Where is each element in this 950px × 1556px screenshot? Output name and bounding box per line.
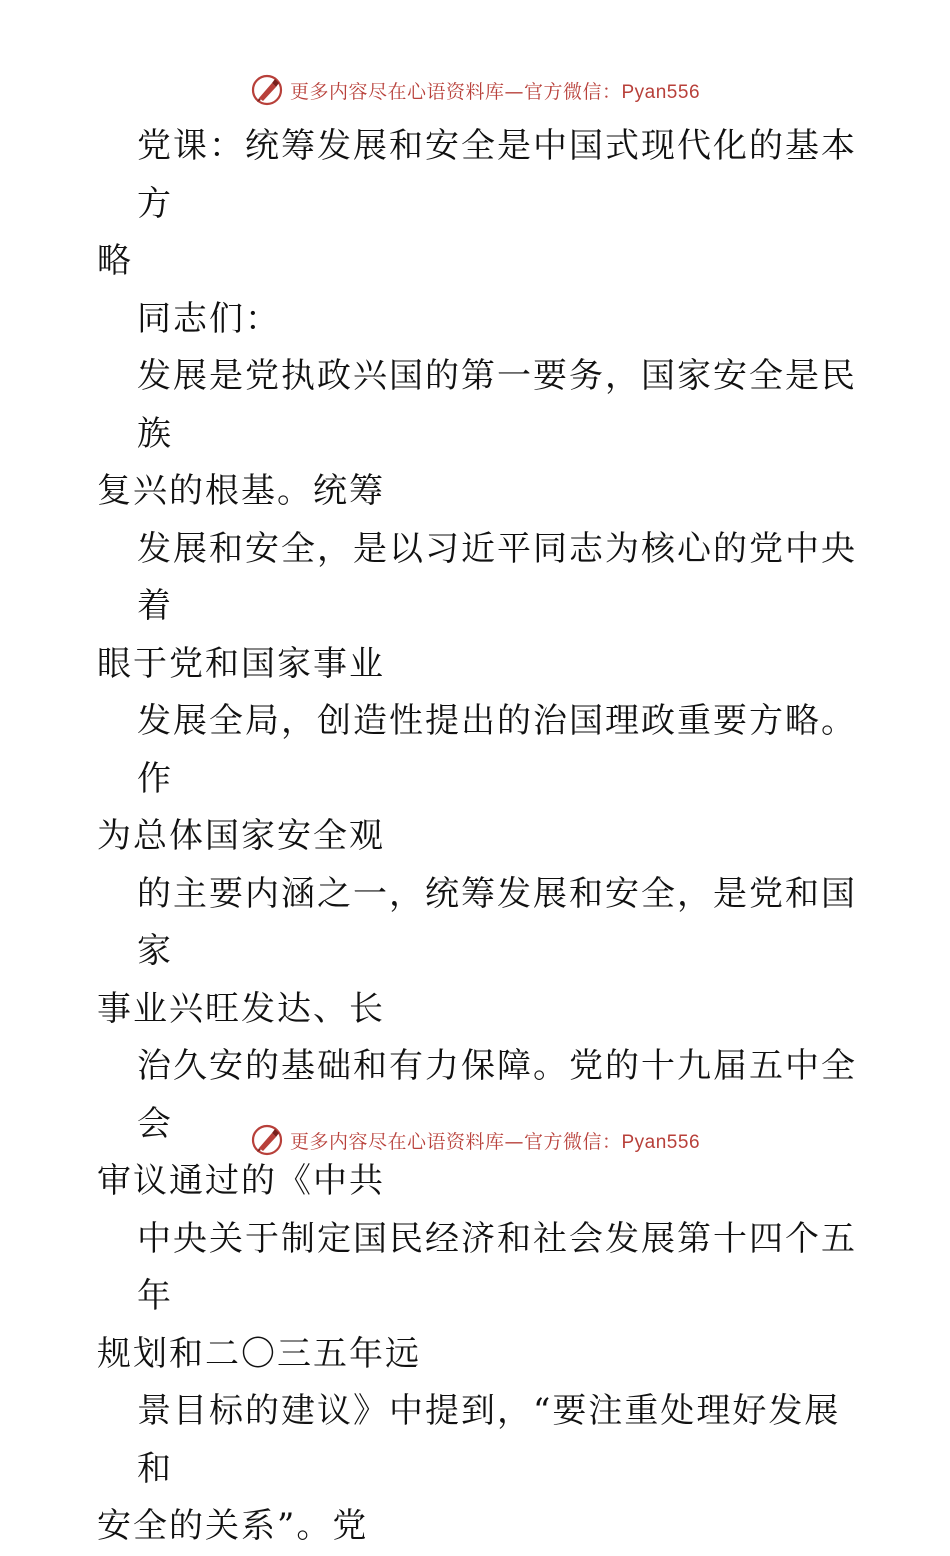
- watermark-separator: —: [504, 80, 524, 103]
- watermark-footer-text: [290, 1127, 700, 1154]
- paragraph-line: 规划和二〇三五年远: [97, 1333, 421, 1374]
- paragraph-7: [97, 1383, 857, 1556]
- watermark-header-text: [290, 77, 700, 104]
- paragraph-1: [97, 348, 857, 521]
- paragraph-line: 为总体国家安全观: [97, 816, 385, 856]
- document-body: [97, 118, 857, 1556]
- pen-logo-icon: [250, 1123, 284, 1157]
- paragraph-line: 审议通过的《中共: [97, 1161, 385, 1201]
- paragraph-line: 中央关于制定国民经济和社会发展第十四个五年: [137, 1218, 857, 1316]
- watermark-wechat-label: 官方微信：: [523, 1130, 622, 1153]
- watermark-wechat-label: 官方微信：: [523, 80, 622, 103]
- title-line-2: 略: [97, 241, 133, 281]
- paragraph-4: [97, 866, 857, 1039]
- watermark-wechat-id: Pyan556: [621, 1131, 701, 1153]
- watermark-cn: 更多内容尽在心语资料库: [289, 1130, 505, 1153]
- paragraph-line: 景目标的建议》中提到，“要注重处理好发展和: [137, 1391, 841, 1489]
- watermark-wechat-id: Pyan556: [621, 81, 701, 103]
- document-title: [97, 118, 857, 291]
- paragraph-line: 发展全局，创造性提出的治国理政重要方略。作: [137, 701, 857, 799]
- paragraph-line: 的主要内涵之一，统筹发展和安全，是党和国家: [137, 873, 857, 971]
- paragraph-line: 发展是党执政兴国的第一要务，国家安全是民族: [137, 356, 857, 454]
- paragraph-3: [97, 693, 857, 866]
- paragraph-line: 治久安的基础和有力保障。党的十九届五中全会: [137, 1046, 857, 1144]
- paragraph-line: 复兴的根基。统筹: [97, 471, 385, 511]
- watermark-footer: [0, 1120, 950, 1160]
- pen-logo-icon: [250, 73, 284, 107]
- watermark-separator: —: [504, 1130, 524, 1153]
- paragraph-line: 发展和安全，是以习近平同志为核心的党中央着: [137, 528, 857, 626]
- watermark-cn: 更多内容尽在心语资料库: [289, 80, 505, 103]
- paragraph-line: 事业兴旺发达、长: [97, 988, 385, 1029]
- watermark-header: [0, 70, 950, 110]
- paragraph-2: [97, 521, 857, 694]
- greeting-text: 同志们：: [137, 298, 281, 339]
- paragraph-6: [97, 1211, 857, 1384]
- paragraph-line: 眼于党和国家事业: [97, 643, 385, 684]
- paragraph-line: 安全的关系”。党: [97, 1506, 369, 1546]
- greeting: [97, 291, 857, 349]
- title-line-1: 党课：统筹发展和安全是中国式现代化的基本方: [137, 126, 857, 224]
